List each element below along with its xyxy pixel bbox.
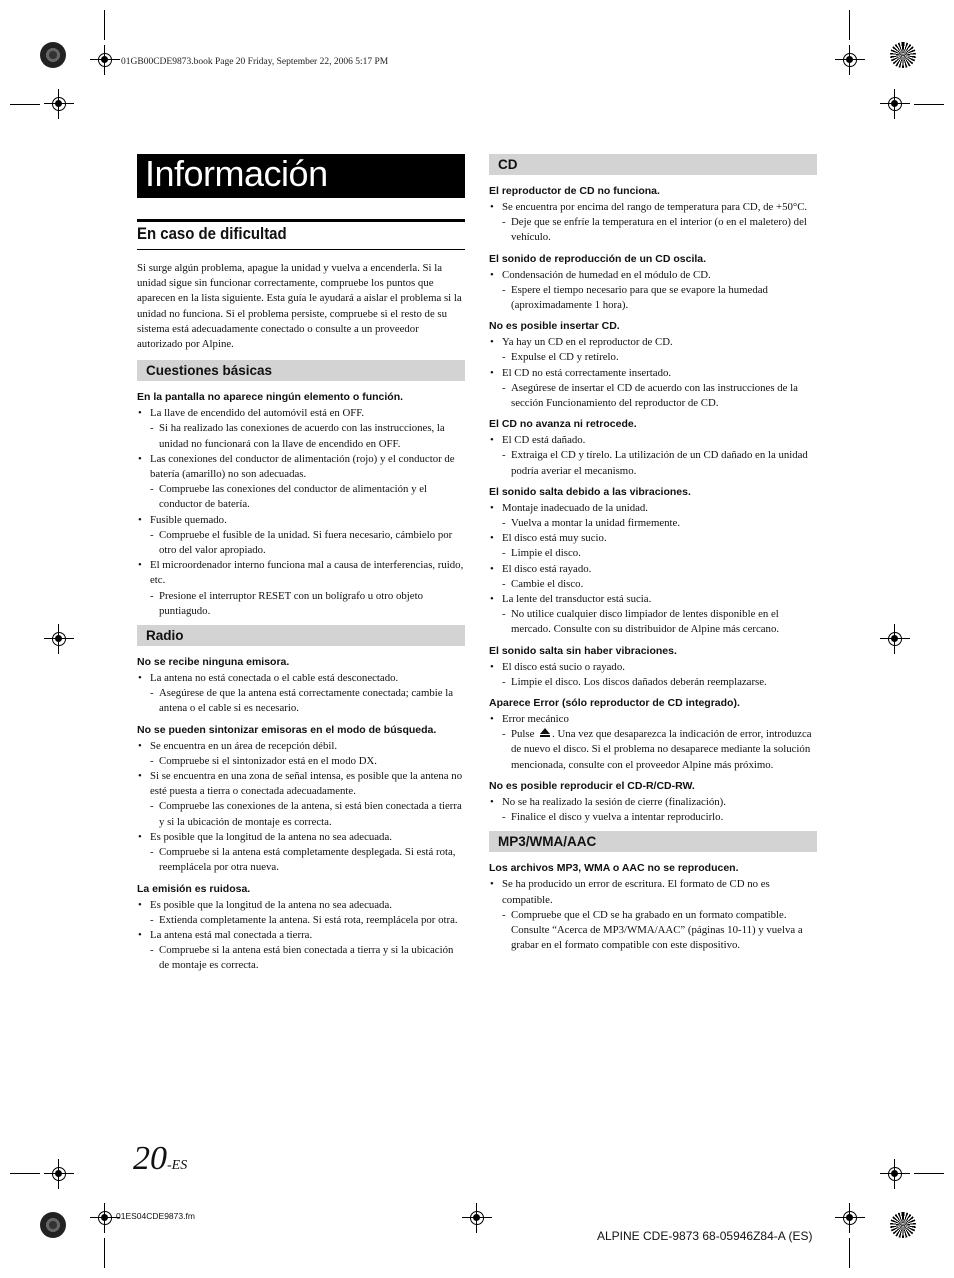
problem-title: No es posible reproducir el CD-R/CD-RW. <box>489 779 695 792</box>
crosshair-mark <box>44 624 74 654</box>
remedy-item: - Cambie el disco. <box>489 577 817 592</box>
remedy-item: - Compruebe las conexiones del conductor de alimentación y el conductor de batería. <box>137 482 465 512</box>
subsection-title: En caso de dificultad <box>137 224 287 243</box>
page-number-value: 20 <box>133 1140 167 1177</box>
problem-block <box>489 319 817 411</box>
crosshair-mark <box>44 1159 74 1189</box>
cause-item: • Las conexiones del conductor de alimentación (rojo) y el conductor de batería (amarillo) no son adecuadas. <box>137 452 465 482</box>
cause-item: • Se encuentra por encima del rango de temperatura para CD, de +50°C. <box>489 200 817 215</box>
remedy-item: - Vuelva a montar la unidad firmemente. <box>489 516 817 531</box>
trim-line <box>104 1238 105 1268</box>
problem-block <box>489 696 817 773</box>
trim-line <box>849 10 850 40</box>
problem-block <box>137 655 465 717</box>
cause-item: • Ya hay un CD en el reproductor de CD. <box>489 335 817 350</box>
remedy-item: - Compruebe las conexiones de la antena, si está bien conectada a tierra y si la ubicación de montaje es correcta. <box>137 799 465 829</box>
crosshair-mark <box>880 1159 910 1189</box>
section-heading: Cuestiones básicas <box>137 360 465 381</box>
remedy-item: - Asegúrese de que la antena está correctamente conectada; cambie la antena o el cable si es necesario. <box>137 686 465 716</box>
trim-line <box>914 1173 944 1174</box>
page-number-suffix: -ES <box>167 1158 188 1173</box>
cause-item: • El microordenador interno funciona mal a causa de interferencias, ruido, etc. <box>137 558 465 588</box>
left-sections <box>137 360 465 973</box>
problem-title: El reproductor de CD no funciona. <box>489 185 660 197</box>
problem-block <box>489 252 817 314</box>
left-column <box>137 261 465 980</box>
crosshair-mark <box>835 45 865 75</box>
page-number <box>133 1140 187 1178</box>
cause-item: • La lente del transductor está sucia. <box>489 592 817 607</box>
problem-title: El sonido salta sin haber vibraciones. <box>489 644 677 657</box>
remedy-item: - Si ha realizado las conexiones de acuerdo con las instrucciones, la unidad no funcionará con la llave de encendido en OFF. <box>137 421 465 451</box>
cause-item: • El disco está rayado. <box>489 562 817 577</box>
crosshair-mark <box>880 89 910 119</box>
problem-title: En la pantalla no aparece ningún elemento o función. <box>137 391 404 404</box>
remedy-item: - Compruebe el fusible de la unidad. Si fuera necesario, cámbielo por otro del valor apropiado. <box>137 528 465 558</box>
registration-mark <box>890 1212 916 1238</box>
problem-title: No es posible insertar CD. <box>489 320 620 333</box>
cause-item: • La antena no está conectada o el cable está desconectado. <box>137 671 465 686</box>
remedy-item: - Compruebe que el CD se ha grabado en un formato compatible. Consulte “Acerca de MP3/WMA/AAC” (páginas 10-11) y vuelva a grabar en el formato compatible con este dispositivo. <box>489 908 817 954</box>
registration-mark <box>890 42 916 68</box>
page-title-bar <box>137 154 465 198</box>
remedy-text-after: . Una vez que desaparezca la indicación de error, introduzca de nuevo el disco. Si el problema no desaparece mediante la solución mencionada, consulte con el proveedor Alpine más próximo. <box>511 728 812 771</box>
remedy-item: - Asegúrese de insertar el CD de acuerdo con las instrucciones de la sección Funcionamiento del reproductor de CD. <box>489 381 817 411</box>
right-column <box>489 154 817 959</box>
remedy-item: - Expulse el CD y retírelo. <box>489 350 817 365</box>
cause-item: • Condensación de humedad en el módulo de CD. <box>489 268 817 283</box>
problem-block <box>489 417 817 479</box>
problem-block <box>489 485 817 638</box>
trim-line <box>914 104 944 105</box>
crosshair-mark <box>44 89 74 119</box>
remedy-item: - Compruebe si la antena está completamente desplegada. Si está rota, reemplácela por otra nueva. <box>137 845 465 875</box>
problem-block <box>489 861 817 953</box>
intro-paragraph: Si surge algún problema, apague la unidad y vuelva a encenderla. Si la unidad sigue sin funcionar correctamente, compruebe los puntos que aparecen en la lista siguiente. Esta guía le ayudará a aislar el problema si la unidad no funciona. Si el problema persiste, compruebe si el resto de su sistema está adecuadamente conectado o consulte a un proveedor autorizado por Alpine. <box>137 262 462 351</box>
problem-block <box>137 723 465 876</box>
cause-item: • El CD está dañado. <box>489 433 817 448</box>
problem-title: El sonido de reproducción de un CD oscila. <box>489 252 707 265</box>
remedy-item: - Finalice el disco y vuelva a intentar reproducirlo. <box>489 810 817 825</box>
problem-title: Aparece Error (sólo reproductor de CD integrado). <box>489 697 740 710</box>
remedy-item: - Deje que se enfríe la temperatura en el interior (o en el maletero) del vehículo. <box>489 215 817 245</box>
trim-line <box>10 104 40 105</box>
crosshair-mark <box>880 624 910 654</box>
cause-item: • Error mecánico <box>489 712 817 727</box>
trim-line <box>849 1238 850 1268</box>
crosshair-mark <box>90 45 120 75</box>
cause-item: • Montaje inadecuado de la unidad. <box>489 501 817 516</box>
remedy-item: - Limpie el disco. <box>489 546 817 561</box>
footer-file-name: 01ES04CDE9873.fm <box>116 1211 195 1221</box>
crosshair-mark <box>835 1203 865 1233</box>
remedy-item: - Presione el interruptor RESET con un bolígrafo u otro objeto puntiagudo. <box>137 589 465 619</box>
cause-item: • La llave de encendido del automóvil está en OFF. <box>137 406 465 421</box>
right-sections <box>489 154 817 953</box>
cause-item: • El disco está muy sucio. <box>489 531 817 546</box>
problem-block <box>489 644 817 690</box>
problem-title: La emisión es ruidosa. <box>137 882 251 895</box>
remedy-item: - Extienda completamente la antena. Si está rota, reemplácela por otra. <box>137 913 465 928</box>
subsection-rule <box>137 219 465 222</box>
remedy-item: - Extraiga el CD y tírelo. La utilización de un CD dañado en la unidad podría averiar el mecanismo. <box>489 448 817 478</box>
cause-item: • El CD no está correctamente insertado. <box>489 366 817 381</box>
section-heading: Radio <box>137 625 465 646</box>
cause-item: • Es posible que la longitud de la antena no sea adecuada. <box>137 898 465 913</box>
remedy-item: - Espere el tiempo necesario para que se evapore la humedad (aproximadamente 1 hora). <box>489 283 817 313</box>
cause-item: • Se ha producido un error de escritura. El formato de CD no es compatible. <box>489 877 817 907</box>
cause-item: • Es posible que la longitud de la antena no sea adecuada. <box>137 830 465 845</box>
problem-title: No se recibe ninguna emisora. <box>137 656 290 669</box>
remedy-text-before: Pulse <box>511 728 535 741</box>
problem-block <box>489 779 817 825</box>
remedy-item: - No utilice cualquier disco limpiador de lentes disponible en el mercado. Consulte con su distribuidor de Alpine más cercano. <box>489 607 817 637</box>
cause-item: • Si se encuentra en una zona de señal intensa, es posible que la antena no esté puesta a tierra o conectada adecuadamente. <box>137 769 465 799</box>
cause-item: • Fusible quemado. <box>137 513 465 528</box>
remedy-item <box>489 727 817 773</box>
registration-mark <box>40 1212 66 1238</box>
problem-title: No se pueden sintonizar emisoras en el modo de búsqueda. <box>137 723 437 736</box>
problem-title: El CD no avanza ni retrocede. <box>489 418 637 431</box>
section-heading: MP3/WMA/AAC <box>489 831 817 852</box>
cause-item: • No se ha realizado la sesión de cierre (finalización). <box>489 795 817 810</box>
cause-item: • El disco está sucio o rayado. <box>489 660 817 675</box>
print-header: 01GB00CDE9873.book Page 20 Friday, September 22, 2006 5:17 PM <box>121 57 389 67</box>
problem-title: Los archivos MP3, WMA o AAC no se reproducen. <box>489 862 739 875</box>
remedy-item: - Compruebe si la antena está bien conectada a tierra y si la ubicación de montaje es correcta. <box>137 943 465 973</box>
page-title: Información <box>145 153 328 194</box>
remedy-item: - Limpie el disco. Los discos dañados deberán reemplazarse. <box>489 675 817 690</box>
registration-mark <box>40 42 66 68</box>
problem-block <box>489 184 817 246</box>
trim-line <box>10 1173 40 1174</box>
problem-title: El sonido salta debido a las vibraciones. <box>489 485 691 498</box>
cause-item: • La antena está mal conectada a tierra. <box>137 928 465 943</box>
subsection-underline <box>137 249 465 250</box>
footer-model-info: ALPINE CDE-9873 68-05946Z84-A (ES) <box>597 1229 813 1243</box>
trim-line <box>104 10 105 40</box>
section-heading: CD <box>489 154 817 175</box>
remedy-item: - Compruebe si el sintonizador está en el modo DX. <box>137 754 465 769</box>
crosshair-mark <box>462 1203 492 1233</box>
eject-icon <box>539 728 550 738</box>
problem-block <box>137 882 465 974</box>
cause-item: • Se encuentra en un área de recepción débil. <box>137 739 465 754</box>
problem-block <box>137 390 465 619</box>
